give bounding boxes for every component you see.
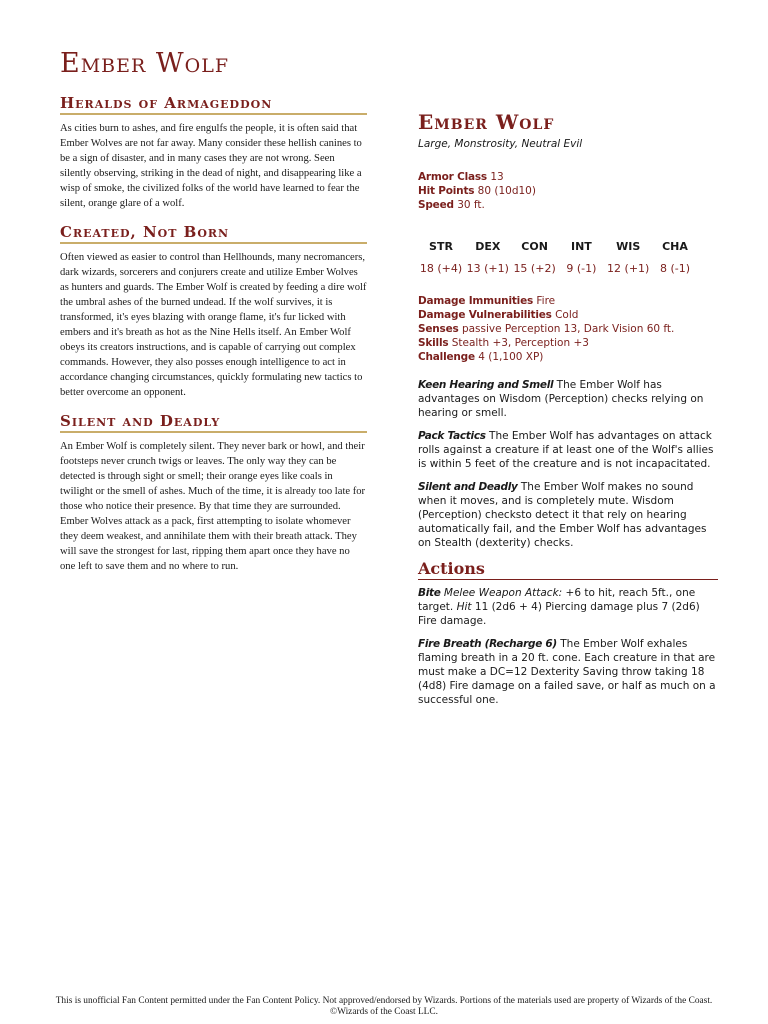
trait-keen-hearing	[418, 378, 718, 420]
ability-name: WIS	[616, 240, 641, 253]
ability-score: 15 (+2)	[513, 262, 556, 275]
ability-name: DEX	[475, 240, 501, 253]
challenge-value: 4 (1,100 XP)	[478, 351, 544, 363]
section-paragraph: As cities burn to ashes, and fire engulfs the people, it is often said that Ember Wolves are not far away. Many consider these hellish canines to be a sign of disaster, and in many cases they are not wrong. Seen silently observing, striking in the dead of night, and disappearing like a wisp of smoke, the civilized folks of the world have learned to fear the silent, orange glare of a wolf.	[60, 123, 362, 209]
ability-score: 12 (+1)	[607, 262, 650, 275]
secondary-stats	[418, 294, 718, 364]
hit-points-line	[418, 184, 718, 198]
senses-line	[418, 322, 718, 336]
section-paragraph: Often viewed as easier to control than Hellhounds, many necromancers, dark wizards, sorcerers and conjurers create and utilize Ember Wolves as hunters and guards. The Ember Wolf is created by feeding a dire wolf the umbral ashes of the burned undead. If the wolf survives, it is transformed, it's eyes blazing with orange flame, it's fur licked with embers and it's breath as hot as the Nine Hells itself. An Ember Wolf obeys its creators instructions, and is capable of carrying out complex commands. However, they also posses enough intelligence to act in accordance changing circumstances, quickly formulating new tactics to better overcome an opponent.	[60, 252, 367, 398]
ability-con	[512, 240, 558, 276]
damage-immunities-label: Damage Immunities	[418, 295, 534, 307]
trait-name: Pack Tactics	[418, 430, 486, 442]
lore-column	[60, 94, 367, 586]
section-paragraph: An Ember Wolf is completely silent. They never bark or howl, and their footsteps never crunch twigs or leaves. The only way they can be detected is through sight or smell; their orange eyes like coals in twilight or the smell of ashes. Much of the time, it is already too late for those who notice their presence. By that time they are surrounded. Ember Wolves attack as a pack, first attempting to isolate whomever they deem weakest, and annihilate them with their breath attack. They will save the strongest for last, ripping them apart once they have no one left to save them and no where to run.	[60, 441, 366, 572]
ability-score: 8 (-1)	[659, 262, 690, 275]
hit-points-value: 80 (10d10)	[477, 185, 536, 197]
ability-wis	[605, 240, 651, 276]
trait-text: The Ember Wolf has advantages on attack rolls against a creature if at least one of the Wolf's allies is within 5 feet of the creature and is not incapacitated.	[418, 430, 714, 470]
action-name: Bite	[418, 587, 441, 599]
hit-label: Hit	[456, 601, 472, 613]
action-bite	[418, 586, 718, 628]
challenge-label: Challenge	[418, 351, 475, 363]
statblock-type: Large, Monstrosity, Neutral Evil	[418, 138, 583, 150]
ability-score: 13 (+1)	[466, 262, 509, 275]
page-title: Ember Wolf	[60, 48, 230, 79]
damage-immunities-value: Fire	[536, 295, 556, 307]
section-heading: Heralds of Armageddon	[60, 94, 367, 115]
skills-line	[418, 336, 718, 350]
ability-dex	[465, 240, 511, 276]
ability-name: CHA	[662, 240, 688, 253]
traits	[418, 378, 718, 550]
statblock-name: Ember Wolf	[418, 110, 555, 134]
ability-scores	[418, 240, 698, 276]
ability-str	[418, 240, 464, 276]
section-heading: Created, Not Born	[60, 223, 367, 244]
actions	[418, 586, 718, 707]
skills-label: Skills	[418, 337, 449, 349]
damage-vulnerabilities-line	[418, 308, 718, 322]
damage-vulnerabilities-label: Damage Vulnerabilities	[418, 309, 552, 321]
trait-name: Silent and Deadly	[418, 481, 518, 493]
challenge-line	[418, 350, 718, 364]
damage-immunities-line	[418, 294, 718, 308]
trait-text: The Ember Wolf makes no sound when it moves, and is completely mute. Wisdom (Perception) checksto detect it that rely on hearing automatically fail, and the Ember Wolf has advantages on Stealth (dexterity) checks.	[418, 481, 707, 549]
armor-class-value: 13	[490, 171, 504, 183]
trait-name: Keen Hearing and Smell	[418, 379, 554, 391]
lore-section-silent	[60, 412, 367, 574]
armor-class-label: Armor Class	[418, 171, 487, 183]
skills-value: Stealth +3, Perception +3	[451, 337, 589, 349]
section-heading: Silent and Deadly	[60, 412, 367, 433]
armor-class-line	[418, 170, 718, 184]
ability-name: STR	[429, 240, 453, 253]
trait-silent-deadly	[418, 480, 718, 550]
ability-int	[558, 240, 604, 276]
legal-footer: This is unofficial Fan Content permitted under the Fan Content Policy. Not approved/endorsed by Wizards. Portions of the materials used are property of Wizards of the Coast. ©Wizards of the Coast LLC.	[55, 996, 713, 1017]
ability-score: 9 (-1)	[566, 262, 597, 275]
damage-text: 11 (2d6 + 4) Piercing damage plus 7 (2d6) Fire damage.	[418, 601, 700, 627]
attack-type: Melee Weapon Attack:	[443, 587, 563, 599]
speed-line	[418, 198, 718, 212]
ability-cha	[652, 240, 698, 276]
ability-name: CON	[521, 240, 548, 253]
action-text: The Ember Wolf exhales flaming breath in a 20 ft. cone. Each creature in that are must make a DC=12 Dexterity Saving throw taking 18 (4d8) Fire damage on a failed save, or half as much on a successful one.	[418, 638, 716, 706]
basic-stats	[418, 170, 718, 212]
speed-label: Speed	[418, 199, 454, 211]
actions-heading: Actions	[418, 559, 718, 580]
action-fire-breath	[418, 637, 718, 707]
ability-name: INT	[570, 240, 592, 253]
senses-label: Senses	[418, 323, 459, 335]
speed-value: 30 ft.	[457, 199, 485, 211]
lore-section-heralds	[60, 94, 367, 211]
damage-vulnerabilities-value: Cold	[555, 309, 579, 321]
attack-text: +6 to hit, reach 5ft., one target.	[418, 587, 696, 613]
trait-pack-tactics	[418, 429, 718, 471]
senses-value: passive Perception 13, Dark Vision 60 ft.	[461, 323, 675, 335]
hit-points-label: Hit Points	[418, 185, 475, 197]
action-name: Fire Breath (Recharge 6)	[418, 638, 557, 650]
lore-section-created	[60, 223, 367, 400]
stat-block	[418, 110, 718, 716]
ability-score: 18 (+4)	[419, 262, 463, 275]
trait-text: The Ember Wolf has advantages on Wisdom (Perception) checks relying on hearing or smell.	[418, 379, 704, 419]
